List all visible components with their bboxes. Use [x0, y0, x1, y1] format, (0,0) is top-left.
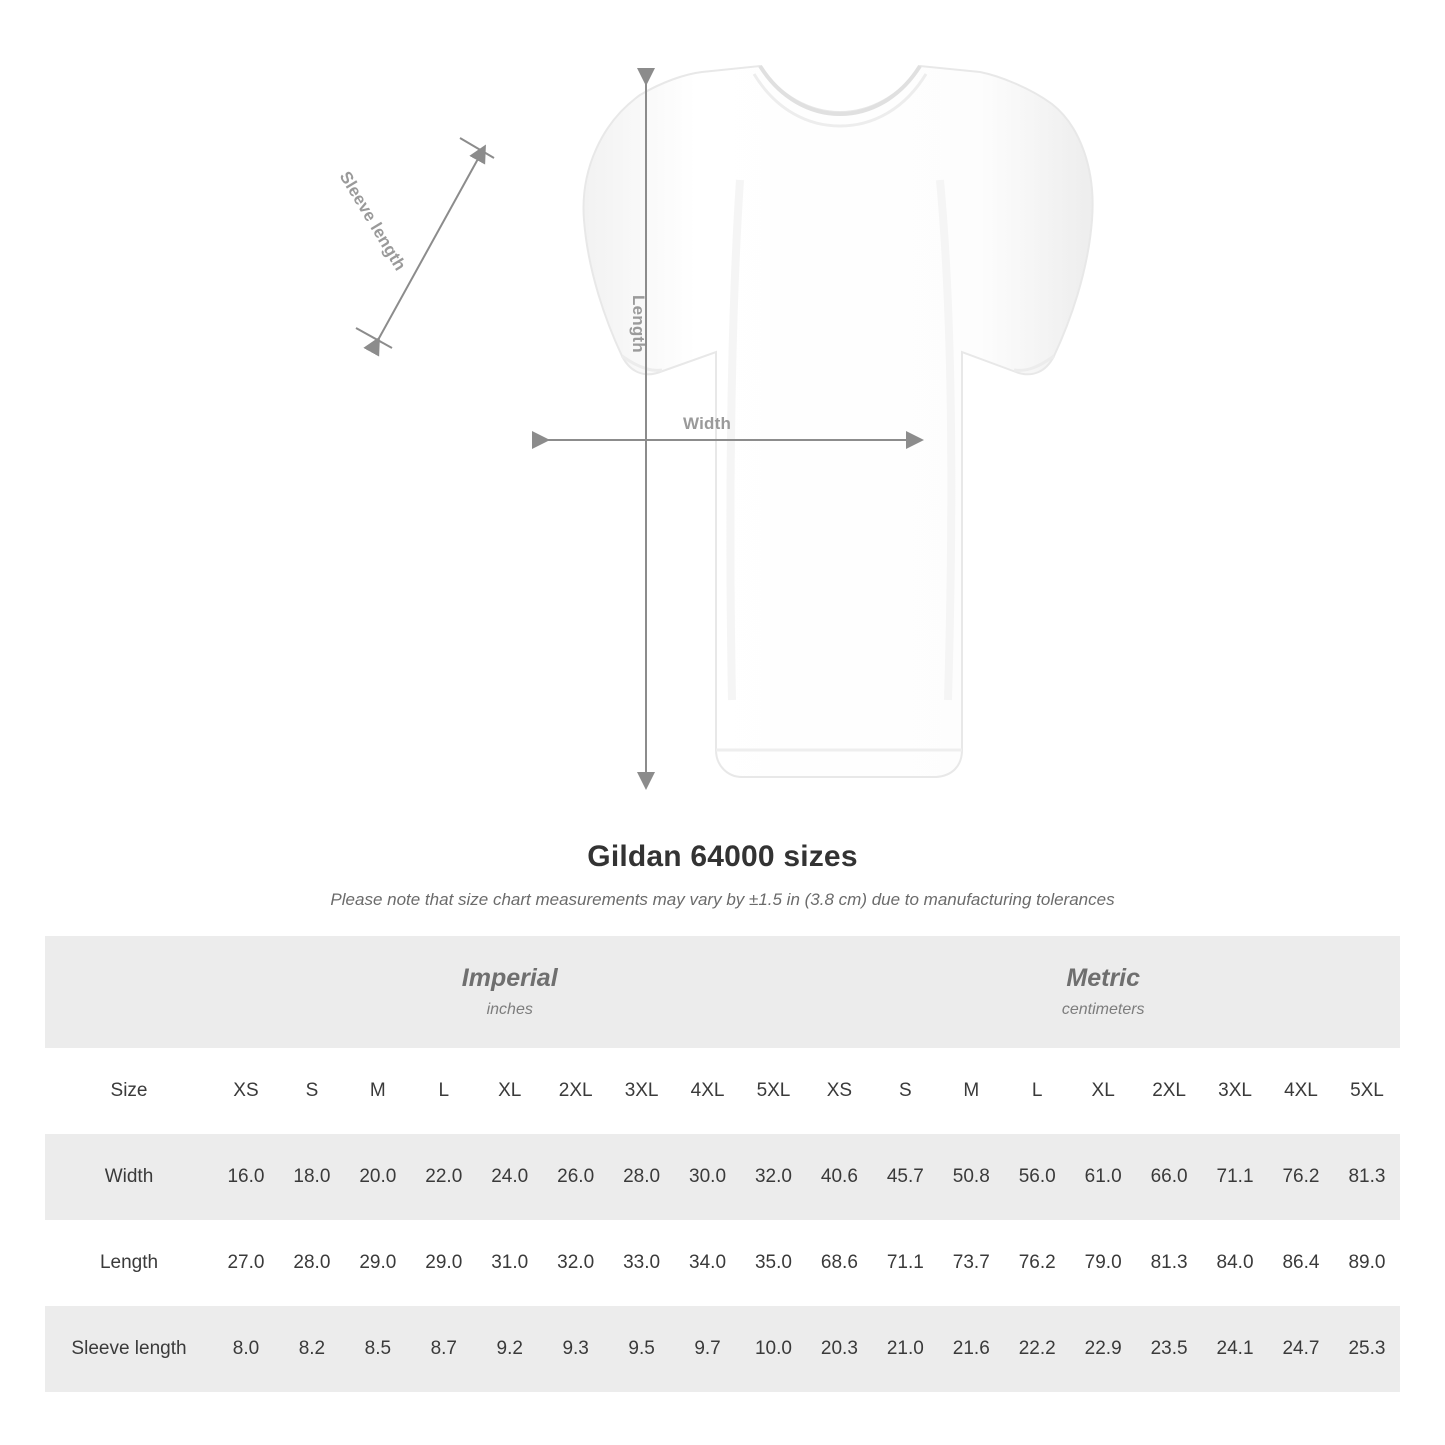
cell-sleeve-8: 10.0	[741, 1306, 807, 1392]
cell-width-1: 18.0	[279, 1134, 345, 1220]
header-col-10: S	[872, 1048, 938, 1134]
cell-length-6: 33.0	[609, 1220, 675, 1306]
header-col-3: L	[411, 1048, 477, 1134]
label-length: Length	[629, 295, 648, 353]
header-col-4: XL	[477, 1048, 543, 1134]
size-table	[45, 936, 1400, 1392]
cell-length-1: 28.0	[279, 1220, 345, 1306]
header-col-15: 3XL	[1202, 1048, 1268, 1134]
cell-length-13: 79.0	[1070, 1220, 1136, 1306]
cell-width-13: 61.0	[1070, 1134, 1136, 1220]
cell-width-9: 40.6	[806, 1134, 872, 1220]
unit-group-imperial-name: Imperial	[461, 964, 558, 993]
header-col-6: 3XL	[609, 1048, 675, 1134]
cell-sleeve-9: 20.3	[806, 1306, 872, 1392]
unit-group-spacer	[45, 936, 213, 1048]
cell-length-0: 27.0	[213, 1220, 279, 1306]
cell-length-8: 35.0	[741, 1220, 807, 1306]
table-row	[45, 1306, 1400, 1392]
cell-sleeve-7: 9.7	[675, 1306, 741, 1392]
cell-width-3: 22.0	[411, 1134, 477, 1220]
cell-width-15: 71.1	[1202, 1134, 1268, 1220]
cell-sleeve-5: 9.3	[543, 1306, 609, 1392]
header-col-5: 2XL	[543, 1048, 609, 1134]
header-col-1: S	[279, 1048, 345, 1134]
cell-sleeve-11: 21.6	[938, 1306, 1004, 1392]
unit-group-imperial	[213, 936, 806, 1048]
header-col-11: M	[938, 1048, 1004, 1134]
header-col-2: M	[345, 1048, 411, 1134]
cell-sleeve-2: 8.5	[345, 1306, 411, 1392]
header-col-0: XS	[213, 1048, 279, 1134]
cell-width-11: 50.8	[938, 1134, 1004, 1220]
measurement-note: Please note that size chart measurements may vary by ±1.5 in (3.8 cm) due to manufacturing tolerances	[330, 890, 1115, 909]
cell-sleeve-16: 24.7	[1268, 1306, 1334, 1392]
cell-width-14: 66.0	[1136, 1134, 1202, 1220]
cell-sleeve-17: 25.3	[1334, 1306, 1400, 1392]
cell-length-3: 29.0	[411, 1220, 477, 1306]
table-row	[45, 1220, 1400, 1306]
row-label-length: Length	[45, 1220, 213, 1306]
row-label-sleeve-length: Sleeve length	[45, 1306, 213, 1392]
cell-width-2: 20.0	[345, 1134, 411, 1220]
cell-length-7: 34.0	[675, 1220, 741, 1306]
cell-sleeve-3: 8.7	[411, 1306, 477, 1392]
cell-width-17: 81.3	[1334, 1134, 1400, 1220]
cell-width-16: 76.2	[1268, 1134, 1334, 1220]
cell-width-8: 32.0	[741, 1134, 807, 1220]
cell-sleeve-0: 8.0	[213, 1306, 279, 1392]
header-col-13: XL	[1070, 1048, 1136, 1134]
cell-width-4: 24.0	[477, 1134, 543, 1220]
size-table-wrapper	[45, 936, 1400, 1392]
cell-length-17: 89.0	[1334, 1220, 1400, 1306]
header-size-label: Size	[45, 1048, 213, 1134]
page-title: Gildan 64000 sizes	[587, 840, 858, 873]
cell-length-9: 68.6	[806, 1220, 872, 1306]
label-width: Width	[683, 414, 732, 433]
header-col-12: L	[1004, 1048, 1070, 1134]
cell-width-6: 28.0	[609, 1134, 675, 1220]
header-col-17: 5XL	[1334, 1048, 1400, 1134]
header-col-14: 2XL	[1136, 1048, 1202, 1134]
unit-group-imperial-sub: inches	[486, 1000, 533, 1018]
title-block	[0, 840, 1445, 910]
cell-length-12: 76.2	[1004, 1220, 1070, 1306]
cell-width-7: 30.0	[675, 1134, 741, 1220]
cell-length-10: 71.1	[872, 1220, 938, 1306]
cell-sleeve-12: 22.2	[1004, 1306, 1070, 1392]
row-label-width: Width	[45, 1134, 213, 1220]
header-col-8: 5XL	[741, 1048, 807, 1134]
cell-length-2: 29.0	[345, 1220, 411, 1306]
cell-sleeve-14: 23.5	[1136, 1306, 1202, 1392]
header-col-7: 4XL	[675, 1048, 741, 1134]
label-sleeve-length: Sleeve length	[335, 168, 410, 274]
cell-sleeve-1: 8.2	[279, 1306, 345, 1392]
unit-group-metric	[806, 936, 1400, 1048]
cell-length-11: 73.7	[938, 1220, 1004, 1306]
cell-length-16: 86.4	[1268, 1220, 1334, 1306]
cell-sleeve-10: 21.0	[872, 1306, 938, 1392]
cell-sleeve-6: 9.5	[609, 1306, 675, 1392]
cell-length-15: 84.0	[1202, 1220, 1268, 1306]
cell-width-10: 45.7	[872, 1134, 938, 1220]
cell-sleeve-15: 24.1	[1202, 1306, 1268, 1392]
cell-length-5: 32.0	[543, 1220, 609, 1306]
cell-length-14: 81.3	[1136, 1220, 1202, 1306]
table-row	[45, 1134, 1400, 1220]
header-col-16: 4XL	[1268, 1048, 1334, 1134]
cell-sleeve-4: 9.2	[477, 1306, 543, 1392]
cell-width-12: 56.0	[1004, 1134, 1070, 1220]
cell-width-0: 16.0	[213, 1134, 279, 1220]
cell-width-5: 26.0	[543, 1134, 609, 1220]
unit-group-metric-sub: centimeters	[1061, 1000, 1145, 1018]
cell-sleeve-13: 22.9	[1070, 1306, 1136, 1392]
header-col-9: XS	[806, 1048, 872, 1134]
cell-length-4: 31.0	[477, 1220, 543, 1306]
unit-group-metric-name: Metric	[1066, 964, 1141, 993]
table-header-row	[45, 1048, 1400, 1134]
unit-group-row	[45, 936, 1400, 1048]
